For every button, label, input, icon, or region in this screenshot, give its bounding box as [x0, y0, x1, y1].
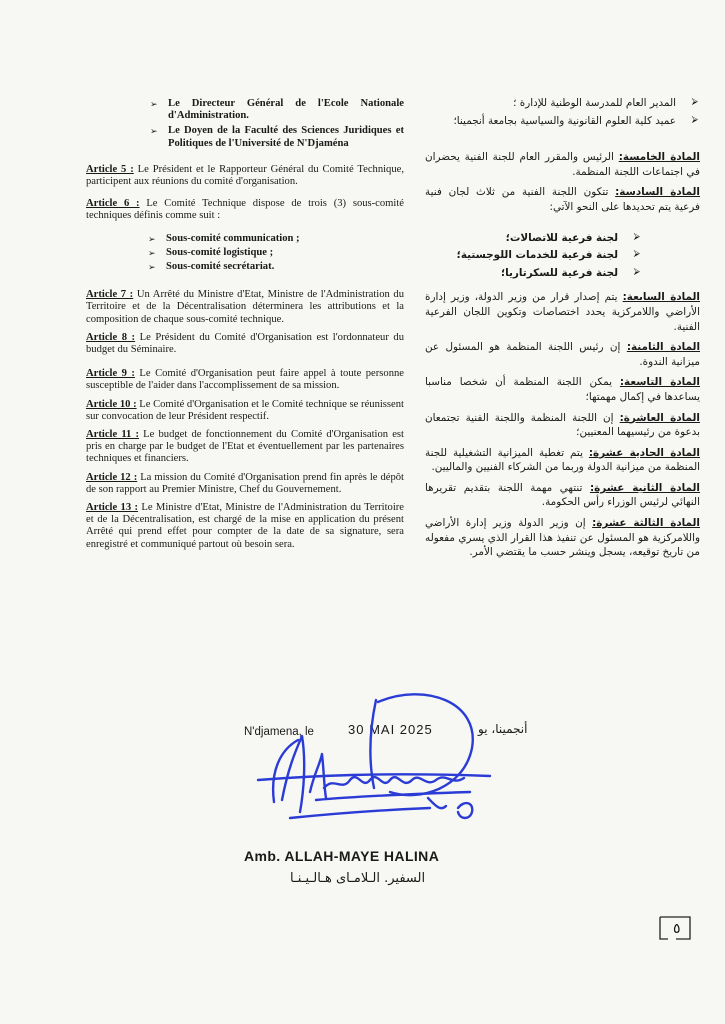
signatory-name-fr: Amb. ALLAH-MAYE HALINA — [244, 848, 440, 864]
list-item: ⮚ لجنة فرعية للسكرتاريا؛ — [500, 266, 640, 279]
fr-subcommittee-list — [86, 233, 404, 274]
article-8: Article 8 : Le Président du Comité d'Organisation est l'ordonnateur du budget du Séminaire. — [86, 331, 404, 356]
list-item: ➢ Sous-comité secrétariat. — [148, 261, 275, 273]
ar-article-12: المادة الثانية عشرة: تنتهي مهمة اللجنة بتقديم تقريرها النهائي لرئيس الوزراء رأس الحكومة. — [425, 481, 700, 509]
list-item: ➢ Sous-comité communication ; — [148, 232, 300, 244]
fr-top-bullets — [86, 98, 404, 150]
check-arrow-bullet-icon: ⮚ — [633, 231, 640, 242]
signature-place-ar: أنجمينا، يو — [478, 722, 528, 736]
ar-article-13: المادة الثالثة عشرة: إن وزير الدولة وزير إدارة الأراضي واللامركزية هو المسئول عن تنفيذ هذا القرار الذي يسري مفعوله من تاريخ توقيعه، يسجل وينشر حسب ما يقتضي الأمر. — [425, 517, 700, 559]
check-arrow-bullet-icon: ⮚ — [633, 266, 640, 277]
article-9: Article 9 : Le Comité d'Organisation peut faire appel à toute personne susceptible de l'aider dans l'accomplissement de sa mission. — [86, 368, 404, 392]
article-7: Article 7 : Un Arrêté du Ministre d'Etat, Ministre de l'Administration du Territoire et de la Décentralisation déterminera les attributions et la composition de chaque sous-comité technique. — [86, 289, 404, 325]
ar-article-6: المادة السادسة: تتكون اللجنة الفنية من ثلاث لجان فنية فرعية يتم تحديدها على النحو الآتي: — [425, 186, 700, 213]
ar-article-9: المادة التاسعة: يمكن اللجنة المنظمة أن شخصا مناسبا يساعدها في إكمال مهمتها؛ — [425, 376, 700, 403]
arrow-bullet-icon: ➢ — [150, 99, 158, 109]
list-item: ➢ Le Doyen de la Faculté des Sciences Juridiques et Politiques de l'Université de N'Djaména — [150, 125, 404, 149]
article-12: Article 12 : La mission du Comité d'Organisation prend fin après le dépôt de son rapport au Premier Ministre, Chef du Gouvernement. — [86, 471, 404, 495]
list-item: ➢ Sous-comité logistique ; — [148, 246, 274, 258]
list-item: ⮚ لجنة فرعية للاتصالات؛ — [505, 231, 640, 244]
check-arrow-bullet-icon: ⮚ — [633, 249, 640, 260]
signatory-name-ar: السفير. الـلامـاى هـالـيـنـا — [290, 871, 426, 886]
page-number: ٥ — [673, 921, 681, 937]
signature-date: 30 MAI 2025 — [348, 722, 433, 737]
article-6: Article 6 : Le Comité Technique dispose de trois (3) sous-comité techniques définis comme suit : — [86, 198, 405, 222]
arrow-bullet-icon: ➢ — [148, 233, 156, 244]
ar-article-5: المادة الخامسة: الرئيس والمقرر العام للجنة الفنية يحضران في اجتماعات اللجنة المنظمة. — [425, 151, 700, 178]
check-arrow-bullet-icon: ⮚ — [691, 114, 698, 125]
article-11: Article 11 : Le budget de fonctionnement du Comité d'Organisation est pris en charge par le budget de l'Etat et éventuellement par les partenaires techniques et financiers. — [86, 429, 404, 465]
list-item: ⮚ لجنة فرعية للخدمات اللوجستية؛ — [456, 249, 640, 262]
list-item: ⮚ عميد كلية العلوم القانونية والسياسية بجامعة أنجمينا؛ — [453, 114, 698, 127]
french-column — [86, 98, 404, 557]
arrow-bullet-icon: ➢ — [148, 247, 156, 258]
article-5: Article 5 : Le Président et le Rapporteur Général du Comité Technique, participent aux réunions du comité d'organisation. — [86, 163, 404, 188]
list-item: ➢ Le Directeur Général de l'Ecole Nationale d'Administration. — [150, 98, 404, 122]
check-arrow-bullet-icon: ⮚ — [691, 97, 698, 107]
handwritten-signature — [250, 680, 510, 855]
ar-article-10: المادة العاشرة: إن اللجنة المنظمة واللجنة الفنية تجتمعان بدعوة من رئيسيهما المعنيين؛ — [425, 411, 700, 439]
arabic-column — [425, 96, 700, 566]
ar-article-7: المادة السابعة: يتم إصدار قرار من وزير الدولة، وزير إدارة الأراضي واللامركزية يحدد اختصاصات وتكوين اللجان الفرعية الفنية. — [425, 291, 700, 333]
signature-place-fr: N'djamena, le — [244, 726, 314, 738]
arrow-bullet-icon: ➢ — [150, 126, 158, 137]
ar-top-bullets — [425, 96, 700, 128]
list-item: ⮚ المدير العام للمدرسة الوطنية للإدارة ؛ — [513, 97, 698, 109]
ar-article-11: المادة الحادية عشرة: يتم تغطية الميزانية التشغيلية للجنة المنظمة من ميزانية الدولة وربما من الشركاء الفنيين والماليين. — [425, 446, 700, 474]
article-10: Article 10 : Le Comité d'Organisation et le Comité technique se réunissent sur convocation de leur Président respectif. — [86, 398, 404, 422]
page-number-box — [658, 915, 692, 941]
article-13: Article 13 : Le Ministre d'Etat, Ministre de l'Administration du Territoire et de la Décentralisation, est chargé de la mise en application du présent Arrêté qui prend effet pour compter de la date de sa signature, sera enregistré et communiqué partout où besoin sera. — [86, 502, 404, 550]
arrow-bullet-icon: ➢ — [148, 262, 156, 273]
ar-article-8: المادة الثامنة: إن رئيس اللجنة المنظمة هو المسئول عن ميزانية الندوة. — [425, 341, 701, 368]
ar-subcommittee-list — [425, 231, 642, 281]
